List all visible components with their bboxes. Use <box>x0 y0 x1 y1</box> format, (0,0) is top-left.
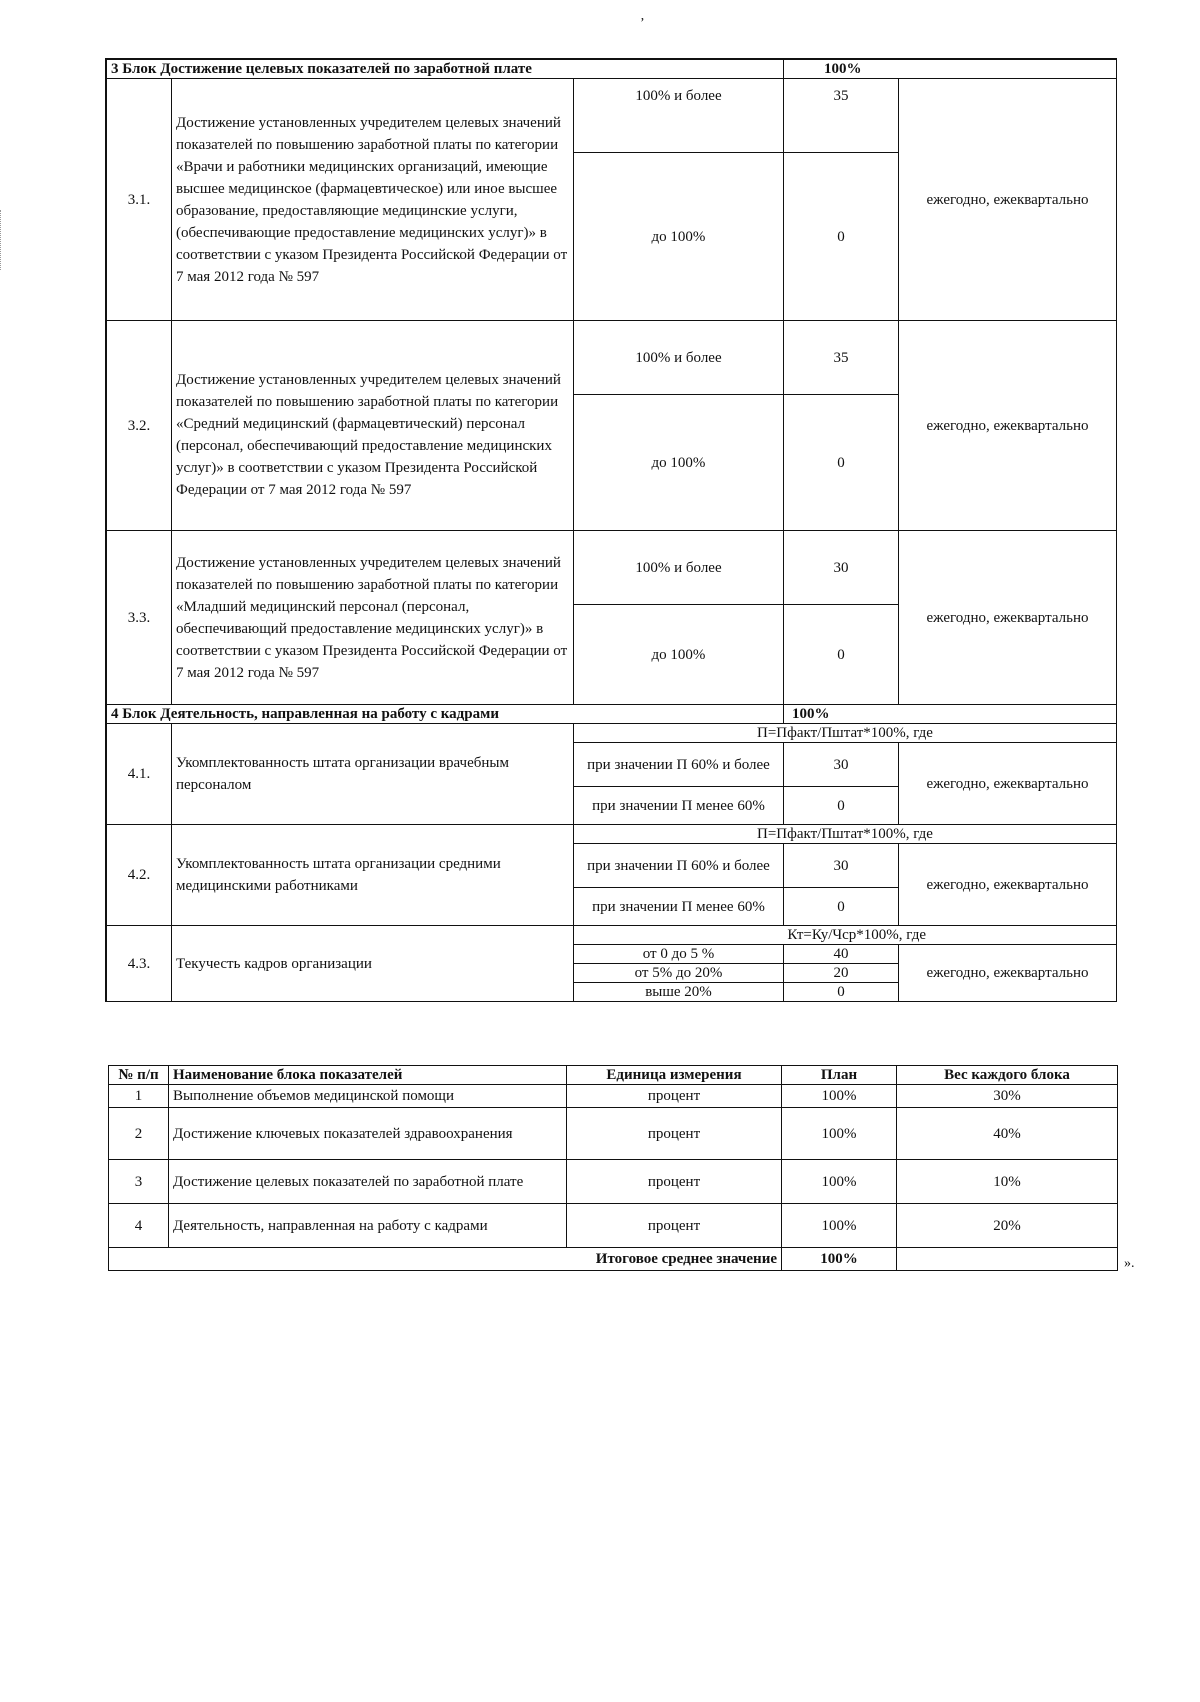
col-header-plan: План <box>782 1066 897 1085</box>
indicator-name: Достижение установленных учредителем целевых значений показателей по повышению заработной платы по категории «Врачи и работники медицинских организаций, имеющие высшее медицинское (фармацевтическое) или иное высшее образование, предоставляющие медицинские услуги, (обеспечивающие предоставление медицинских услуг)» в соответствии с указом Президента Российской Федерации от 7 мая 2012 года № 597 <box>172 79 574 321</box>
row-number: 2 <box>109 1108 169 1160</box>
col-header-name: Наименование блока показателей <box>169 1066 567 1085</box>
block-weight: 10% <box>897 1160 1118 1204</box>
points: 0 <box>784 153 899 321</box>
page-mark: ʼ <box>640 16 645 31</box>
block3-weight: 100% <box>784 59 1117 79</box>
indicator-name: Укомплектованность штата организации врачебным персоналом <box>172 724 574 825</box>
periodicity: ежегодно, ежеквартально <box>899 531 1117 705</box>
points: 30 <box>784 743 899 787</box>
block-weight: 30% <box>897 1085 1118 1108</box>
points: 30 <box>784 844 899 888</box>
plan: 100% <box>782 1160 897 1204</box>
block3-header-row <box>106 59 1117 79</box>
total-row <box>109 1248 1118 1271</box>
criterion: 100% и более <box>574 321 784 395</box>
table-row <box>109 1204 1118 1248</box>
block-name: Достижение ключевых показателей здравоохранения <box>169 1108 567 1160</box>
block4-title: 4 Блок Деятельность, направленная на работу с кадрами <box>106 705 784 724</box>
points: 0 <box>784 983 899 1002</box>
total-empty-cell <box>897 1248 1118 1271</box>
points: 0 <box>784 787 899 825</box>
formula: Кт=Ку/Чср*100%, где <box>574 926 1117 945</box>
plan: 100% <box>782 1204 897 1248</box>
col-header-number: № п/п <box>109 1066 169 1085</box>
row-number: 4.3. <box>106 926 172 1002</box>
criterion: 100% и более <box>574 531 784 605</box>
total-label: Итоговое среднее значение <box>109 1248 782 1271</box>
block4-weight: 100% <box>784 705 1117 724</box>
periodicity: ежегодно, ежеквартально <box>899 321 1117 531</box>
criterion: от 5% до 20% <box>574 964 784 983</box>
table-row <box>106 724 1117 743</box>
indicators-table <box>105 58 1117 1002</box>
points: 0 <box>784 395 899 531</box>
table-row <box>109 1085 1118 1108</box>
table-row <box>106 825 1117 844</box>
criterion: 100% и более <box>574 79 784 153</box>
periodicity: ежегодно, ежеквартально <box>899 844 1117 926</box>
indicator-name: Укомплектованность штата организации средними медицинскими работниками <box>172 825 574 926</box>
block4-header-row <box>106 705 1117 724</box>
indicator-name: Достижение установленных учредителем целевых значений показателей по повышению заработной платы по категории «Средний медицинский (фармацевтический) персонал (персонал, обеспечивающий предоставление медицинских услуг)» в соответствии с указом Президента Российской Федерации от 7 мая 2012 года № 597 <box>172 321 574 531</box>
unit: процент <box>567 1204 782 1248</box>
row-number: 4.2. <box>106 825 172 926</box>
block-name: Достижение целевых показателей по заработной плате <box>169 1160 567 1204</box>
table-row <box>106 926 1117 945</box>
block-weight: 20% <box>897 1204 1118 1248</box>
row-number: 3.1. <box>106 79 172 321</box>
points: 30 <box>784 531 899 605</box>
table-row <box>109 1160 1118 1204</box>
table-row <box>106 531 1117 605</box>
plan: 100% <box>782 1108 897 1160</box>
table-row <box>106 79 1117 153</box>
plan: 100% <box>782 1085 897 1108</box>
points: 35 <box>784 321 899 395</box>
criterion: при значении П 60% и более <box>574 844 784 888</box>
indicator-name: Достижение установленных учредителем целевых значений показателей по повышению заработной платы по категории «Младший медицинский персонал (персонал, обеспечивающий предоставление медицинских услуг)» в соответствии с указом Президента Российской Федерации от 7 мая 2012 года № 597 <box>172 531 574 705</box>
points: 0 <box>784 605 899 705</box>
row-number: 3 <box>109 1160 169 1204</box>
total-value: 100% <box>782 1248 897 1271</box>
row-number: 3.3. <box>106 531 172 705</box>
unit: процент <box>567 1108 782 1160</box>
points: 20 <box>784 964 899 983</box>
col-header-weight: Вес каждого блока <box>897 1066 1118 1085</box>
criterion: до 100% <box>574 605 784 705</box>
points: 40 <box>784 945 899 964</box>
summary-header-row <box>109 1066 1118 1085</box>
table-row <box>109 1108 1118 1160</box>
block3-title: 3 Блок Достижение целевых показателей по заработной плате <box>106 59 784 79</box>
block-weight: 40% <box>897 1108 1118 1160</box>
criterion: выше 20% <box>574 983 784 1002</box>
block-name: Выполнение объемов медицинской помощи <box>169 1085 567 1108</box>
periodicity: ежегодно, ежеквартально <box>899 743 1117 825</box>
criterion: при значении П менее 60% <box>574 888 784 926</box>
formula: П=Пфакт/Пштат*100%, где <box>574 825 1117 844</box>
periodicity: ежегодно, ежеквартально <box>899 79 1117 321</box>
points: 35 <box>784 79 899 153</box>
row-number: 4.1. <box>106 724 172 825</box>
criterion: от 0 до 5 % <box>574 945 784 964</box>
criterion: до 100% <box>574 395 784 531</box>
unit: процент <box>567 1085 782 1108</box>
criterion: при значении П менее 60% <box>574 787 784 825</box>
unit: процент <box>567 1160 782 1204</box>
points: 0 <box>784 888 899 926</box>
table-row <box>106 321 1117 395</box>
criterion: до 100% <box>574 153 784 321</box>
closing-quote: ». <box>1124 1256 1135 1271</box>
periodicity: ежегодно, ежеквартально <box>899 945 1117 1002</box>
col-header-unit: Единица измерения <box>567 1066 782 1085</box>
row-number: 1 <box>109 1085 169 1108</box>
scan-margin-mark <box>0 210 3 270</box>
row-number: 4 <box>109 1204 169 1248</box>
criterion: при значении П 60% и более <box>574 743 784 787</box>
summary-table <box>108 1065 1118 1271</box>
formula: П=Пфакт/Пштат*100%, где <box>574 724 1117 743</box>
block-name: Деятельность, направленная на работу с кадрами <box>169 1204 567 1248</box>
indicator-name: Текучесть кадров организации <box>172 926 574 1002</box>
row-number: 3.2. <box>106 321 172 531</box>
